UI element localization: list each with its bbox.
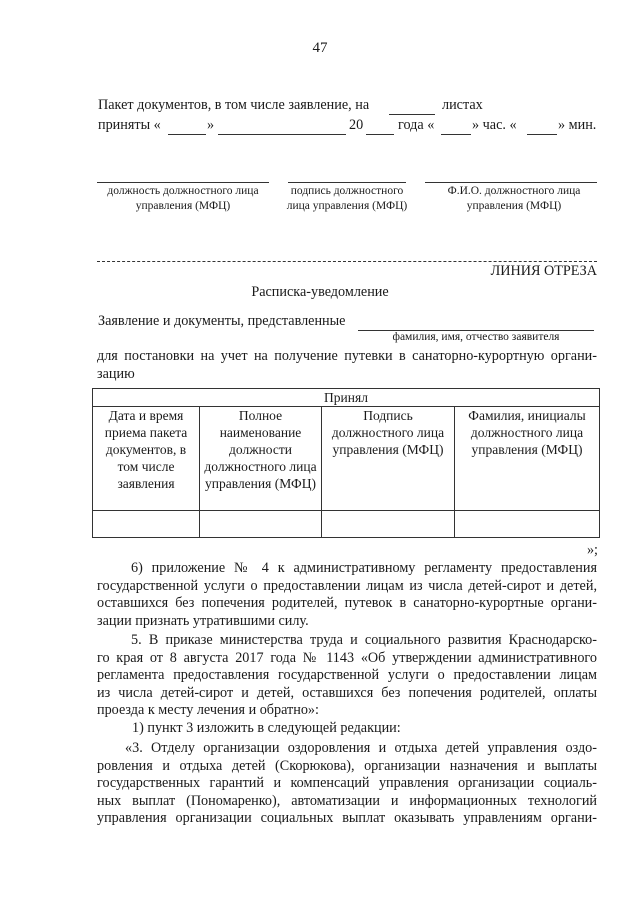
table-cell	[455, 511, 600, 538]
paragraph-line: оставшихся без попечения родителей, путевок в санаторно-курортные органи-	[97, 595, 597, 612]
closing-quote: »;	[586, 542, 598, 558]
table-column-header: Фамилия, инициалы должностного лица управления (МФЦ)	[455, 407, 600, 511]
paragraph-line: го края от 8 августа 2017 года № 1143 «Об утверждении административного	[97, 649, 597, 666]
minute-label: » мин.	[558, 117, 597, 133]
day-blank	[168, 134, 206, 135]
receipt-table	[92, 388, 600, 538]
table-column-header: Дата и время приема пакета документов, в том числе заявления	[93, 407, 200, 511]
hour-blank	[441, 134, 471, 135]
acceptance-text-b: листах	[442, 97, 483, 113]
receipt-title: Расписка-уведомление	[251, 284, 389, 300]
table-cell	[200, 511, 322, 538]
paragraph-line: из числа детей-сирот и детей, оставшихся без попечения родителей, оплаты	[97, 684, 597, 701]
position-line	[97, 182, 269, 183]
hour-label: » час. «	[472, 117, 517, 133]
cut-line	[97, 261, 597, 262]
statement-lead: Заявление и документы, представленные	[98, 313, 346, 329]
sheets-blank	[389, 114, 435, 115]
accepted-quote: »	[207, 117, 215, 133]
table-cell	[93, 511, 200, 538]
signature-line	[288, 182, 406, 183]
paragraph-item-5	[97, 632, 597, 720]
signature-caption: подпись должностного лица управления (МФЦ)	[286, 185, 408, 212]
paragraph-item-1: 1) пункт 3 изложить в следующей редакции:	[132, 720, 401, 736]
paragraph-line: управления организации социальных выплат оказывать управлениям органи-	[97, 810, 597, 827]
statement-text	[97, 348, 597, 383]
minute-blank	[527, 134, 557, 135]
year-blank	[366, 134, 394, 135]
cut-line-label: ЛИНИЯ ОТРЕЗА	[490, 263, 597, 279]
paragraph-line: государственной услуги о предоставлении лицам из числа детей-сирот и детей,	[97, 577, 597, 594]
page-number: 47	[312, 40, 328, 56]
acceptance-text-a: Пакет документов, в том числе заявление, на	[98, 97, 370, 113]
year-label: года «	[398, 117, 435, 133]
statement-line: для постановки на учет на получение путевки в санаторно-курортную органи-	[97, 348, 597, 364]
statement-line: зацию	[97, 365, 135, 382]
table-column-header: Подпись должностного лица управления (МФЦ)	[322, 407, 455, 511]
table-cell	[322, 511, 455, 538]
paragraph-line: проезда к месту лечения и обратно»:	[97, 702, 319, 719]
accepted-label: приняты «	[98, 117, 161, 133]
paragraph-line: зации признать утратившими силу.	[97, 612, 309, 629]
paragraph-line: регламента предоставления государственной услуги о предоставлении лицам	[97, 667, 597, 684]
fio-line	[425, 182, 597, 183]
paragraph-line: ровления и отдыха детей (Скорюкова), организации назначения и выплаты	[97, 757, 597, 774]
paragraph-line: 5. В приказе министерства труда и социального развития Краснодарско-	[131, 632, 597, 648]
paragraph-line: «3. Отделу организации оздоровления и отдыха детей управления оздо-	[125, 740, 597, 756]
paragraph-line: ных выплат (Пономаренко), автоматизации и информационных технологий	[97, 792, 597, 809]
fio-caption: Ф.И.О. должностного лица управления (МФЦ)	[447, 185, 581, 212]
paragraph-line: государственных гарантий и компенсаций управления организации социаль-	[97, 775, 597, 792]
table-header: Принял	[93, 389, 600, 407]
table-column-header: Полное наименование должности должностного лица управления (МФЦ)	[200, 407, 322, 511]
year-prefix: 20	[349, 117, 364, 133]
applicant-caption: фамилия, имя, отчество заявителя	[392, 331, 560, 343]
paragraph-line: 6) приложение № 4 к административному регламенту предоставления	[131, 560, 597, 576]
paragraph-item-6	[97, 560, 597, 630]
paragraph-item-3	[97, 740, 597, 828]
month-blank	[218, 134, 346, 135]
position-caption: должность должностного лица управления (МФЦ)	[107, 185, 259, 212]
